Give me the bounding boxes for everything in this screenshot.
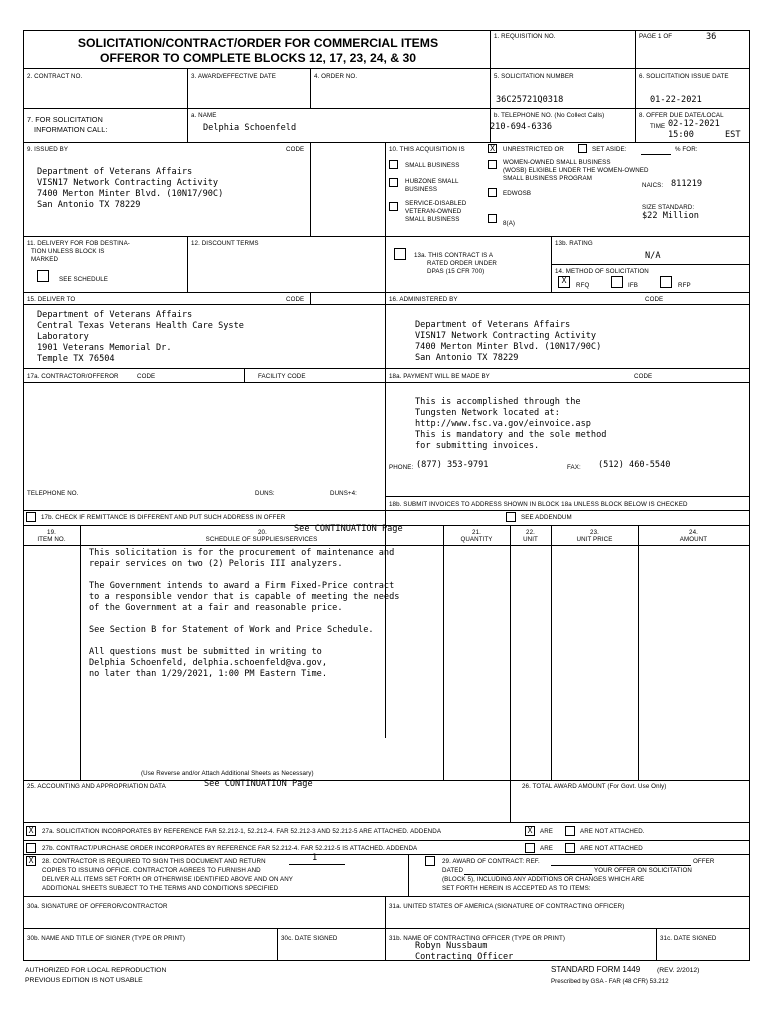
wosb-label-2: (WOSB) ELIGIBLE UNDER THE WOMEN-OWNED xyxy=(503,167,649,174)
payment-line-3: http://www.fsc.va.gov/einvoice.asp xyxy=(415,419,591,429)
sdvosb-label-1: SERVICE-DISABLED xyxy=(405,200,467,207)
reverse-note: (Use Reverse and/or Attach Additional Sheets as Necessary) xyxy=(141,770,314,777)
offer-time-label: TIME xyxy=(650,123,666,130)
far-27a-checkbox[interactable]: X xyxy=(26,826,36,836)
offer-due-label: 8. OFFER DUE DATE/LOCAL xyxy=(639,112,724,119)
submit-invoices-label: 18b. SUBMIT INVOICES TO ADDRESS SHOWN IN BLOCK 18a UNLESS BLOCK BELOW IS CHECKED xyxy=(389,501,688,508)
offer-due-time[interactable]: 15:00 xyxy=(668,130,694,140)
col-unit-price-label: UNIT PRICE xyxy=(576,536,613,543)
administered-by-label: 16. ADMINISTERED BY xyxy=(389,296,458,303)
remittance-label: 17b. CHECK IF REMITTANCE IS DIFFERENT AND PUT SUCH ADDRESS IN OFFER xyxy=(41,514,286,521)
offer-due-date[interactable]: 02-12-2021 xyxy=(668,119,720,129)
officer-title: Contracting Officer xyxy=(415,952,514,962)
edwosb-label: EDWOSB xyxy=(503,190,532,197)
payment-phone-label: PHONE: xyxy=(389,464,414,471)
rated-order-label-1: 13a. THIS CONTRACT IS A xyxy=(414,252,494,259)
naics-label: NAICS: xyxy=(642,182,664,189)
delivery-fob-label-2: TION UNLESS BLOCK IS xyxy=(31,248,105,255)
wosb-label-3: SMALL BUSINESS PROGRAM xyxy=(503,175,592,182)
col-schedule-label: SCHEDULE OF SUPPLIES/SERVICES xyxy=(205,536,318,543)
rated-order-checkbox[interactable] xyxy=(394,248,406,260)
rating-label: 13b. RATING xyxy=(555,240,593,247)
issued-by-label: 9. ISSUED BY xyxy=(27,146,69,153)
small-business-checkbox[interactable] xyxy=(389,160,398,169)
addenda-27a-are-label: ARE xyxy=(540,828,554,835)
wosb-label-1: WOMEN-OWNED SMALL BUSINESS xyxy=(503,159,611,166)
footer-reproduction: AUTHORIZED FOR LOCAL REPRODUCTION xyxy=(25,967,167,974)
award-line-4: SET FORTH HEREIN IS ACCEPTED AS TO ITEMS: xyxy=(442,885,591,892)
accounting-value: See CONTINUATION Page xyxy=(204,779,313,789)
col-unit-label: UNIT xyxy=(523,536,538,543)
duns4-label: DUNS+4: xyxy=(330,490,358,497)
deliver-to-code-label: CODE xyxy=(286,296,305,303)
contractor-sign-checkbox[interactable]: X xyxy=(26,856,36,866)
contractor-telephone-label: TELEPHONE NO. xyxy=(27,490,79,497)
award-line-3: (BLOCK 5), INCLUDING ANY ADDITIONS OR CHANGES WHICH ARE xyxy=(442,876,645,883)
contact-phone[interactable]: 210-694-6336 xyxy=(490,122,553,132)
rfp-checkbox[interactable] xyxy=(660,276,672,288)
rated-order-label-3: DPAS (15 CFR 700) xyxy=(427,268,485,275)
col-amount-num: 24. xyxy=(689,529,698,536)
col-schedule-note: See CONTINUATION Page xyxy=(294,524,403,534)
size-standard-label: SIZE STANDARD: xyxy=(642,204,695,211)
award-your-offer-label: YOUR OFFER ON SOLICITATION xyxy=(594,867,692,874)
contractor-code-label: CODE xyxy=(137,373,156,380)
footer-form-name: STANDARD FORM 1449 xyxy=(551,965,641,974)
issued-by-line-4: San Antonio TX 78229 xyxy=(37,200,141,210)
wosb-checkbox[interactable] xyxy=(488,160,497,169)
col-unit-price-num: 23. xyxy=(590,529,599,536)
award-ref-line xyxy=(551,865,691,866)
award-dated-label: DATED xyxy=(442,867,464,874)
contact-name-label: a. NAME xyxy=(191,112,217,119)
see-addendum-checkbox[interactable] xyxy=(506,512,516,522)
delivery-fob-label-1: 11. DELIVERY FOR FOB DESTINA- xyxy=(27,240,130,247)
far-27b-label: 27b. CONTRACT/PURCHASE ORDER INCORPORATES BY REFERENCE FAR 52.212-4. FAR 52.212-5 IS ATTACHED. ADDENDA xyxy=(42,845,418,852)
total-award-label: 26. TOTAL AWARD AMOUNT (For Govt. Use Only) xyxy=(522,783,667,790)
payment-fax[interactable]: (512) 460-5540 xyxy=(598,460,671,470)
see-schedule-checkbox[interactable] xyxy=(37,270,49,282)
officer-name-label: 31b. NAME OF CONTRACTING OFFICER (TYPE OR PRINT) xyxy=(389,935,565,942)
deliver-to-label: 15. DELIVER TO xyxy=(27,296,76,303)
addenda-27b-are-label: ARE xyxy=(540,845,554,852)
award-line-1: 29. AWARD OF CONTRACT: REF. xyxy=(442,858,540,865)
administered-by-line-1: Department of Veterans Affairs xyxy=(415,320,571,330)
form-title-line1: SOLICITATION/CONTRACT/ORDER FOR COMMERCIAL ITEMS xyxy=(77,36,439,50)
hubzone-label-1: HUBZONE SMALL xyxy=(405,178,459,185)
unrestricted-checkbox[interactable]: X xyxy=(488,144,497,153)
col-amount-label: AMOUNT xyxy=(679,536,708,543)
col-schedule-num: 20. xyxy=(258,529,267,536)
schedule-line: Delphia Schoenfeld, delphia.schoenfeld@va.gov, xyxy=(89,658,327,668)
payment-phone[interactable]: (877) 353-9791 xyxy=(416,460,489,470)
schedule-line: All questions must be submitted in writing to xyxy=(89,647,322,657)
schedule-line: of the Government at a fair and reasonable price. xyxy=(89,603,343,613)
footer-revision: (REV. 2/2012) xyxy=(657,967,700,974)
award-dated-line xyxy=(464,874,592,875)
payment-line-2: Tungsten Network located at: xyxy=(415,408,560,418)
addenda-27a-are-checkbox[interactable]: X xyxy=(525,826,535,836)
small-business-label: SMALL BUSINESS xyxy=(405,162,460,169)
unrestricted-label: UNRESTRICTED OR xyxy=(503,146,564,153)
contract-no-label: 2. CONTRACT NO. xyxy=(27,73,83,80)
solicitation-number[interactable]: 36C25721Q0318 xyxy=(496,95,564,105)
discount-terms-label: 12. DISCOUNT TERMS xyxy=(191,240,259,247)
contractor-sign-line-3: DELIVER ALL ITEMS SET FORTH OR OTHERWISE IDENTIFIED ABOVE AND ON ANY xyxy=(42,876,294,883)
administered-by-line-3: 7400 Merton Minter Blvd. (10N17/90C) xyxy=(415,342,602,352)
eight-a-checkbox[interactable] xyxy=(488,214,497,223)
issue-date-label: 6. SOLICITATION ISSUE DATE xyxy=(639,73,729,80)
deliver-to-line-3: Laboratory xyxy=(37,332,89,342)
contractor-sign-line-2: COPIES TO ISSUING OFFICE. CONTRACTOR AGREES TO FURNISH AND xyxy=(42,867,261,874)
footer-prescribed: Prescribed by GSA - FAR (48 CFR) 53.212 xyxy=(551,978,669,985)
payment-line-1: This is accomplished through the xyxy=(415,397,581,407)
schedule-line: See Section B for Statement of Work and Price Schedule. xyxy=(89,625,374,635)
sdvosb-label-3: SMALL BUSINESS xyxy=(405,216,460,223)
schedule-line: to a responsible vendor that is capable of meeting the needs xyxy=(89,592,400,602)
deliver-to-line-2: Central Texas Veterans Health Care Syste xyxy=(37,321,244,331)
copies-count[interactable]: 1 xyxy=(312,853,318,863)
issued-by-line-2: VISN17 Network Contracting Activity xyxy=(37,178,219,188)
issued-by-line-1: Department of Veterans Affairs xyxy=(37,167,193,177)
footer-previous-edition: PREVIOUS EDITION IS NOT USABLE xyxy=(25,977,143,984)
col-item-no-label: ITEM NO. xyxy=(37,536,66,543)
naics-code[interactable]: 811219 xyxy=(671,179,703,189)
ifb-checkbox[interactable] xyxy=(611,276,623,288)
contractor-label: 17a. CONTRACTOR/OFFEROR xyxy=(27,373,119,380)
info-call-label: 7. FOR SOLICITATION xyxy=(27,115,103,124)
officer-date-signed-label: 31c. DATE SIGNED xyxy=(660,935,717,942)
contractor-sign-line-1: 28. CONTRACTOR IS REQUIRED TO SIGN THIS DOCUMENT AND RETURN xyxy=(42,858,266,865)
award-date-label: 3. AWARD/EFFECTIVE DATE xyxy=(191,73,276,80)
addenda-27b-not-checkbox[interactable] xyxy=(565,843,575,853)
payment-code-label: CODE xyxy=(634,373,653,380)
info-call-label-2: INFORMATION CALL: xyxy=(34,125,108,134)
issue-date[interactable]: 01-22-2021 xyxy=(650,95,702,105)
copies-line xyxy=(289,864,345,865)
col-item-no-num: 19. xyxy=(47,529,56,536)
order-no-label: 4. ORDER NO. xyxy=(314,73,358,80)
sdvosb-label-2: VETERAN-OWNED xyxy=(405,208,462,215)
offeror-date-signed-label: 30c. DATE SIGNED xyxy=(281,935,338,942)
col-unit-num: 22. xyxy=(526,529,535,536)
rated-order-label-2: RATED ORDER UNDER xyxy=(427,260,497,267)
rfq-label: RFQ xyxy=(576,282,590,289)
administered-by-line-4: San Antonio TX 78229 xyxy=(415,353,519,363)
rfp-label: RFP xyxy=(678,282,691,289)
deliver-to-line-5: Temple TX 76504 xyxy=(37,354,115,364)
ifb-label: IFB xyxy=(628,282,638,289)
form-title-line2: OFFEROR TO COMPLETE BLOCKS 12, 17, 23, 24, & 30 xyxy=(99,51,417,65)
remittance-checkbox[interactable] xyxy=(26,512,36,522)
accounting-label: 25. ACCOUNTING AND APPROPRIATION DATA xyxy=(27,783,166,790)
requisition-label: 1. REQUISITION NO. xyxy=(494,33,556,40)
payment-label: 18a. PAYMENT WILL BE MADE BY xyxy=(389,373,490,380)
eight-a-label: 8(A) xyxy=(503,220,516,227)
addenda-27b-are-checkbox[interactable] xyxy=(525,843,535,853)
edwosb-checkbox[interactable] xyxy=(488,188,497,197)
schedule-line: The Government intends to award a Firm Fixed-Price contract xyxy=(89,581,395,591)
addenda-27b-not-label: ARE NOT ATTACHED xyxy=(580,845,643,852)
page-label: PAGE 1 OF xyxy=(639,33,673,40)
offeror-signature-label: 30a. SIGNATURE OF OFFEROR/CONTRACTOR xyxy=(27,903,168,910)
far-27a-label: 27a. SOLICITATION INCORPORATES BY REFERENCE FAR 52.212-1, 52.212-4. FAR 52.212-3 AND 52.212-5 ARE ATTACHED. ADDENDA xyxy=(42,828,442,835)
facility-code-label: FACILITY CODE xyxy=(258,373,306,380)
payment-line-4: This is mandatory and the sole method xyxy=(415,430,607,440)
schedule-line: no later than 1/29/2021, 1:00 PM Eastern Time. xyxy=(89,669,327,679)
officer-name: Robyn Nussbaum xyxy=(415,941,488,951)
set-aside-label: SET ASIDE: xyxy=(592,146,627,153)
solicitation-number-label: 5. SOLICITATION NUMBER xyxy=(494,73,574,80)
award-offer-label: OFFER xyxy=(693,858,715,865)
payment-line-5: for submitting invoices. xyxy=(415,441,540,451)
contact-phone-label: b. TELEPHONE NO. (No Collect Calls) xyxy=(494,112,605,119)
deliver-to-line-4: 1901 Veterans Memorial Dr. xyxy=(37,343,172,353)
award-checkbox[interactable] xyxy=(425,856,435,866)
payment-fax-label: FAX: xyxy=(567,464,581,471)
rating-value[interactable]: N/A xyxy=(645,251,661,261)
far-27b-checkbox[interactable] xyxy=(26,843,36,853)
see-addendum-label: SEE ADDENDUM xyxy=(521,514,572,521)
issued-by-line-3: 7400 Merton Minter Blvd. (10N17/90C) xyxy=(37,189,224,199)
contractor-sign-line-4: ADDITIONAL SHEETS SUBJECT TO THE TERMS AND CONDITIONS SPECIFIED xyxy=(42,885,279,892)
page-total: 36 xyxy=(706,32,717,42)
administered-by-code-label: CODE xyxy=(645,296,664,303)
hubzone-label-2: BUSINESS xyxy=(405,186,438,193)
officer-signature-label: 31a. UNITED STATES OF AMERICA (SIGNATURE OF CONTRACTING OFFICER) xyxy=(389,903,625,910)
col-quantity-num: 21. xyxy=(472,529,481,536)
addenda-27a-not-checkbox[interactable] xyxy=(565,826,575,836)
schedule-line: repair services on two (2) Peloris III analyzers. xyxy=(89,559,343,569)
see-schedule-label: SEE SCHEDULE xyxy=(59,276,108,283)
duns-label: DUNS: xyxy=(255,490,275,497)
method-label: 14. METHOD OF SOLICITATION xyxy=(555,268,649,275)
hubzone-checkbox[interactable] xyxy=(389,178,398,187)
acquisition-label: 10. THIS ACQUISITION IS xyxy=(389,146,465,153)
size-standard[interactable]: $22 Million xyxy=(642,211,699,221)
pct-for-label: % FOR: xyxy=(675,146,698,153)
contact-name[interactable]: Delphia Schoenfeld xyxy=(203,123,297,133)
signer-name-label: 30b. NAME AND TITLE OF SIGNER (TYPE OR PRINT) xyxy=(27,935,186,942)
col-quantity-label: QUANTITY xyxy=(460,536,493,543)
set-aside-pct-line xyxy=(641,154,671,155)
sdvosb-checkbox[interactable] xyxy=(389,202,398,211)
schedule-line: This solicitation is for the procurement of maintenance and xyxy=(89,548,395,558)
delivery-fob-label-3: MARKED xyxy=(31,256,59,263)
addenda-27a-not-label: ARE NOT ATTACHED. xyxy=(580,828,645,835)
rfq-checkbox[interactable]: X xyxy=(558,276,570,288)
deliver-to-line-1: Department of Veterans Affairs xyxy=(37,310,193,320)
administered-by-line-2: VISN17 Network Contracting Activity xyxy=(415,331,597,341)
set-aside-checkbox[interactable] xyxy=(578,144,587,153)
offer-due-timezone: EST xyxy=(725,130,741,140)
issued-by-code-label: CODE xyxy=(286,146,305,153)
